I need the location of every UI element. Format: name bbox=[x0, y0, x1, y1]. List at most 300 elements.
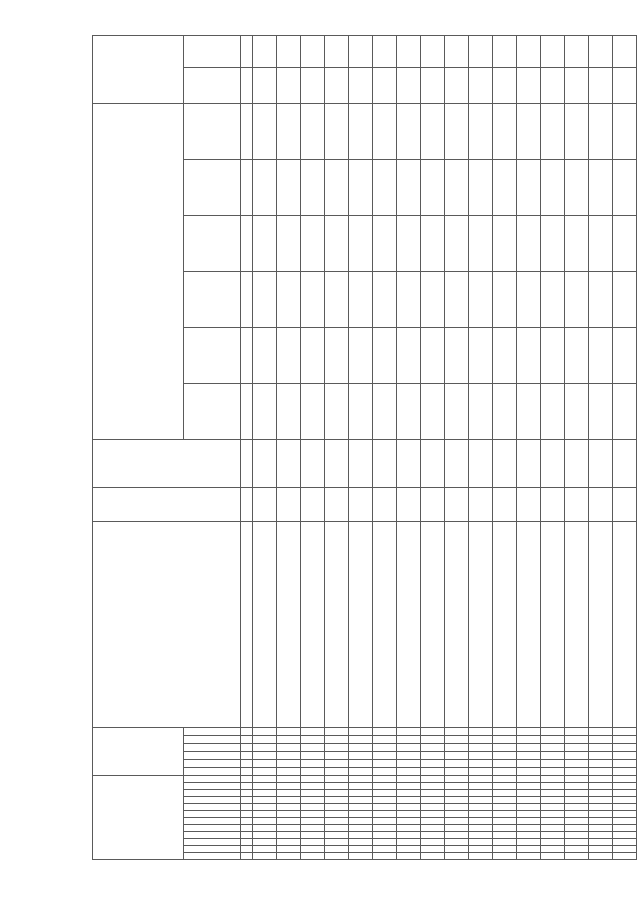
code-cell bbox=[253, 825, 277, 832]
activity-cell bbox=[613, 728, 637, 736]
year-value-cell bbox=[397, 328, 421, 384]
code-cell bbox=[445, 804, 469, 811]
completion-cell bbox=[541, 68, 565, 104]
year-value-cell bbox=[565, 384, 589, 440]
activity-cell bbox=[445, 768, 469, 776]
code-cell bbox=[349, 783, 373, 790]
code-cell bbox=[613, 811, 637, 818]
indicator-name-cell bbox=[541, 522, 565, 728]
activity-cell bbox=[421, 768, 445, 776]
code-cell bbox=[493, 839, 517, 846]
code-cell bbox=[301, 804, 325, 811]
activity-cell bbox=[613, 744, 637, 752]
year-value-cell bbox=[493, 160, 517, 216]
base-value-cell bbox=[445, 440, 469, 488]
base-value-cell bbox=[301, 440, 325, 488]
completion-cell bbox=[589, 36, 613, 68]
activity-cell bbox=[541, 752, 565, 760]
code-cell bbox=[613, 783, 637, 790]
year-value-cell bbox=[493, 328, 517, 384]
year-value-cell bbox=[397, 216, 421, 272]
activity-cell bbox=[301, 752, 325, 760]
table-row bbox=[421, 36, 445, 860]
code-cell bbox=[565, 853, 589, 860]
code-cell bbox=[517, 790, 541, 797]
subheader-code bbox=[184, 832, 241, 839]
activity-cell bbox=[541, 728, 565, 736]
year-value-cell bbox=[493, 104, 517, 160]
subheader-activity bbox=[184, 760, 241, 768]
subheader-activity bbox=[184, 736, 241, 744]
code-cell bbox=[397, 811, 421, 818]
code-cell bbox=[349, 797, 373, 804]
code-cell bbox=[325, 776, 349, 783]
code-cell bbox=[301, 783, 325, 790]
code-cell bbox=[253, 804, 277, 811]
indicator-name-cell bbox=[469, 522, 493, 728]
code-cell bbox=[373, 853, 397, 860]
table-row bbox=[373, 36, 397, 860]
code-cell bbox=[325, 839, 349, 846]
year-value-cell bbox=[517, 384, 541, 440]
indicator-name-cell bbox=[493, 522, 517, 728]
subheader-code bbox=[184, 818, 241, 825]
rotated-table-wrapper bbox=[92, 42, 592, 860]
code-cell bbox=[325, 804, 349, 811]
column-number bbox=[241, 832, 253, 839]
activity-cell bbox=[397, 736, 421, 744]
code-cell bbox=[565, 846, 589, 853]
activity-cell bbox=[541, 760, 565, 768]
activity-cell bbox=[493, 736, 517, 744]
column-number bbox=[241, 744, 253, 752]
base-value-cell bbox=[373, 440, 397, 488]
year-value-cell bbox=[373, 384, 397, 440]
year-value-cell bbox=[421, 104, 445, 160]
column-number bbox=[241, 384, 253, 440]
activity-cell bbox=[253, 768, 277, 776]
year-value-cell bbox=[301, 272, 325, 328]
code-cell bbox=[445, 839, 469, 846]
code-cell bbox=[325, 832, 349, 839]
activity-cell bbox=[325, 744, 349, 752]
code-cell bbox=[373, 790, 397, 797]
year-value-cell bbox=[589, 328, 613, 384]
year-value-cell bbox=[445, 272, 469, 328]
completion-cell bbox=[325, 68, 349, 104]
year-value-cell bbox=[349, 160, 373, 216]
activity-cell bbox=[397, 768, 421, 776]
year-value-cell bbox=[253, 160, 277, 216]
code-cell bbox=[277, 804, 301, 811]
base-value-cell bbox=[613, 440, 637, 488]
code-cell bbox=[373, 811, 397, 818]
subheader-code bbox=[184, 846, 241, 853]
column-number bbox=[241, 783, 253, 790]
subheader-code bbox=[184, 790, 241, 797]
year-value-cell bbox=[421, 328, 445, 384]
code-cell bbox=[445, 832, 469, 839]
code-cell bbox=[469, 804, 493, 811]
activity-cell bbox=[373, 768, 397, 776]
code-cell bbox=[349, 804, 373, 811]
activity-cell bbox=[469, 736, 493, 744]
activity-cell bbox=[589, 736, 613, 744]
completion-cell bbox=[325, 36, 349, 68]
column-number bbox=[241, 839, 253, 846]
year-value-cell bbox=[325, 384, 349, 440]
year-value-cell bbox=[541, 160, 565, 216]
year-value-cell bbox=[277, 328, 301, 384]
unit-cell bbox=[541, 488, 565, 522]
activity-cell bbox=[373, 728, 397, 736]
code-cell bbox=[517, 797, 541, 804]
code-cell bbox=[445, 783, 469, 790]
code-cell bbox=[421, 853, 445, 860]
code-cell bbox=[349, 825, 373, 832]
activity-cell bbox=[253, 728, 277, 736]
code-cell bbox=[493, 797, 517, 804]
code-cell bbox=[301, 846, 325, 853]
indicator-name-cell bbox=[373, 522, 397, 728]
code-cell bbox=[469, 783, 493, 790]
activity-cell bbox=[589, 752, 613, 760]
code-cell bbox=[445, 818, 469, 825]
base-value-cell bbox=[565, 440, 589, 488]
year-value-cell bbox=[253, 216, 277, 272]
year-value-cell bbox=[517, 216, 541, 272]
header-name bbox=[93, 522, 241, 728]
code-cell bbox=[301, 811, 325, 818]
code-cell bbox=[325, 846, 349, 853]
code-cell bbox=[349, 853, 373, 860]
year-value-cell bbox=[541, 216, 565, 272]
year-value-cell bbox=[277, 384, 301, 440]
code-cell bbox=[421, 818, 445, 825]
year-value-cell bbox=[613, 272, 637, 328]
activity-cell bbox=[301, 736, 325, 744]
code-cell bbox=[493, 853, 517, 860]
activity-cell bbox=[517, 728, 541, 736]
completion-cell bbox=[613, 68, 637, 104]
code-cell bbox=[325, 825, 349, 832]
code-cell bbox=[421, 790, 445, 797]
year-value-cell bbox=[541, 272, 565, 328]
code-cell bbox=[493, 825, 517, 832]
year-value-cell bbox=[421, 216, 445, 272]
table-row bbox=[397, 36, 421, 860]
code-cell bbox=[277, 839, 301, 846]
completion-cell bbox=[493, 68, 517, 104]
unit-cell bbox=[397, 488, 421, 522]
year-value-cell bbox=[469, 384, 493, 440]
table-row bbox=[445, 36, 469, 860]
unit-cell bbox=[421, 488, 445, 522]
code-cell bbox=[277, 818, 301, 825]
code-cell bbox=[589, 846, 613, 853]
completion-cell bbox=[469, 36, 493, 68]
code-cell bbox=[277, 825, 301, 832]
activity-cell bbox=[253, 752, 277, 760]
table-row bbox=[253, 36, 277, 860]
code-cell bbox=[325, 818, 349, 825]
code-cell bbox=[589, 853, 613, 860]
code-cell bbox=[301, 776, 325, 783]
code-cell bbox=[469, 832, 493, 839]
column-number bbox=[241, 104, 253, 160]
completion-cell bbox=[349, 68, 373, 104]
activity-cell bbox=[253, 744, 277, 752]
year-value-cell bbox=[373, 216, 397, 272]
header-unit bbox=[93, 488, 241, 522]
code-cell bbox=[397, 790, 421, 797]
completion-cell bbox=[565, 68, 589, 104]
column-number bbox=[241, 488, 253, 522]
year-value-cell bbox=[517, 328, 541, 384]
code-cell bbox=[469, 790, 493, 797]
code-cell bbox=[277, 853, 301, 860]
code-cell bbox=[373, 797, 397, 804]
activity-cell bbox=[253, 760, 277, 768]
activity-cell bbox=[565, 728, 589, 736]
code-cell bbox=[613, 776, 637, 783]
code-cell bbox=[517, 825, 541, 832]
year-value-cell bbox=[565, 104, 589, 160]
year-value-cell bbox=[373, 272, 397, 328]
code-cell bbox=[589, 776, 613, 783]
code-cell bbox=[253, 818, 277, 825]
indicator-name-cell bbox=[325, 522, 349, 728]
activity-cell bbox=[277, 752, 301, 760]
column-number bbox=[241, 68, 253, 104]
completion-cell bbox=[277, 36, 301, 68]
code-cell bbox=[613, 818, 637, 825]
activity-cell bbox=[349, 744, 373, 752]
code-cell bbox=[613, 825, 637, 832]
subheader-activity bbox=[184, 728, 241, 736]
year-value-cell bbox=[301, 104, 325, 160]
code-cell bbox=[421, 783, 445, 790]
code-cell bbox=[517, 832, 541, 839]
code-cell bbox=[565, 839, 589, 846]
activity-cell bbox=[445, 752, 469, 760]
code-cell bbox=[397, 797, 421, 804]
table-row bbox=[613, 36, 637, 860]
code-cell bbox=[565, 825, 589, 832]
year-value-cell bbox=[301, 160, 325, 216]
code-cell bbox=[541, 825, 565, 832]
year-value-cell bbox=[325, 104, 349, 160]
column-number bbox=[241, 440, 253, 488]
code-cell bbox=[517, 818, 541, 825]
year-value-cell bbox=[445, 384, 469, 440]
code-cell bbox=[541, 818, 565, 825]
code-cell bbox=[613, 846, 637, 853]
header-activity-code bbox=[93, 728, 184, 776]
code-cell bbox=[325, 790, 349, 797]
activity-cell bbox=[589, 744, 613, 752]
column-number bbox=[241, 760, 253, 768]
year-value-cell bbox=[565, 328, 589, 384]
code-cell bbox=[373, 783, 397, 790]
activity-cell bbox=[325, 752, 349, 760]
code-cell bbox=[277, 811, 301, 818]
code-cell bbox=[517, 776, 541, 783]
activity-cell bbox=[253, 736, 277, 744]
code-cell bbox=[253, 832, 277, 839]
year-value-cell bbox=[493, 384, 517, 440]
code-cell bbox=[541, 804, 565, 811]
completion-cell bbox=[517, 68, 541, 104]
completion-cell bbox=[589, 68, 613, 104]
code-cell bbox=[493, 818, 517, 825]
code-cell bbox=[421, 839, 445, 846]
table-row bbox=[301, 36, 325, 860]
activity-cell bbox=[469, 728, 493, 736]
header-base-value bbox=[93, 440, 241, 488]
code-cell bbox=[445, 790, 469, 797]
year-value-cell bbox=[445, 216, 469, 272]
activity-cell bbox=[277, 744, 301, 752]
base-value-cell bbox=[325, 440, 349, 488]
year-value-cell bbox=[349, 104, 373, 160]
code-cell bbox=[397, 839, 421, 846]
year-value-cell bbox=[325, 272, 349, 328]
year-value-cell bbox=[277, 216, 301, 272]
activity-cell bbox=[349, 760, 373, 768]
code-cell bbox=[325, 783, 349, 790]
base-value-cell bbox=[589, 440, 613, 488]
completion-cell bbox=[397, 68, 421, 104]
subheader-year bbox=[184, 272, 241, 328]
activity-cell bbox=[421, 744, 445, 752]
column-number bbox=[241, 811, 253, 818]
code-cell bbox=[373, 825, 397, 832]
activity-cell bbox=[421, 728, 445, 736]
subheader-year bbox=[184, 104, 241, 160]
code-cell bbox=[517, 839, 541, 846]
code-cell bbox=[445, 776, 469, 783]
column-number bbox=[241, 752, 253, 760]
year-value-cell bbox=[517, 104, 541, 160]
code-cell bbox=[349, 790, 373, 797]
indicator-name-cell bbox=[421, 522, 445, 728]
unit-cell bbox=[613, 488, 637, 522]
table-row bbox=[517, 36, 541, 860]
activity-cell bbox=[349, 768, 373, 776]
subheader-code bbox=[184, 811, 241, 818]
activity-cell bbox=[421, 752, 445, 760]
completion-cell bbox=[277, 68, 301, 104]
header-program-code bbox=[93, 776, 184, 860]
activity-cell bbox=[613, 760, 637, 768]
code-cell bbox=[541, 839, 565, 846]
code-cell bbox=[349, 839, 373, 846]
activity-cell bbox=[277, 728, 301, 736]
year-value-cell bbox=[421, 272, 445, 328]
year-value-cell bbox=[613, 384, 637, 440]
code-cell bbox=[589, 825, 613, 832]
code-cell bbox=[253, 783, 277, 790]
code-cell bbox=[397, 825, 421, 832]
completion-cell bbox=[421, 36, 445, 68]
table-row bbox=[589, 36, 613, 860]
table-row bbox=[541, 36, 565, 860]
year-value-cell bbox=[565, 160, 589, 216]
code-cell bbox=[517, 853, 541, 860]
year-value-cell bbox=[493, 272, 517, 328]
activity-cell bbox=[373, 744, 397, 752]
code-cell bbox=[493, 776, 517, 783]
code-cell bbox=[325, 797, 349, 804]
code-cell bbox=[349, 846, 373, 853]
completion-cell bbox=[373, 36, 397, 68]
column-number bbox=[241, 160, 253, 216]
code-cell bbox=[613, 797, 637, 804]
activity-cell bbox=[517, 760, 541, 768]
code-cell bbox=[565, 783, 589, 790]
activity-cell bbox=[397, 752, 421, 760]
year-value-cell bbox=[277, 160, 301, 216]
code-cell bbox=[373, 818, 397, 825]
year-value-cell bbox=[469, 328, 493, 384]
code-cell bbox=[469, 839, 493, 846]
activity-cell bbox=[517, 752, 541, 760]
year-value-cell bbox=[421, 160, 445, 216]
completion-cell bbox=[517, 36, 541, 68]
code-cell bbox=[301, 818, 325, 825]
activity-cell bbox=[493, 752, 517, 760]
completion-cell bbox=[421, 68, 445, 104]
subheader-code bbox=[184, 804, 241, 811]
activity-cell bbox=[325, 736, 349, 744]
column-number bbox=[241, 328, 253, 384]
code-cell bbox=[421, 825, 445, 832]
code-cell bbox=[565, 790, 589, 797]
subheader-code bbox=[184, 797, 241, 804]
code-cell bbox=[517, 783, 541, 790]
year-value-cell bbox=[613, 160, 637, 216]
subheader-activity bbox=[184, 744, 241, 752]
activity-cell bbox=[277, 768, 301, 776]
code-cell bbox=[373, 846, 397, 853]
subheader-activity bbox=[184, 752, 241, 760]
completion-cell bbox=[493, 36, 517, 68]
unit-cell bbox=[253, 488, 277, 522]
year-value-cell bbox=[589, 216, 613, 272]
code-cell bbox=[493, 811, 517, 818]
code-cell bbox=[469, 811, 493, 818]
code-cell bbox=[397, 783, 421, 790]
base-value-cell bbox=[397, 440, 421, 488]
completion-cell bbox=[445, 36, 469, 68]
column-number bbox=[241, 522, 253, 728]
code-cell bbox=[277, 832, 301, 839]
code-cell bbox=[613, 790, 637, 797]
code-cell bbox=[565, 811, 589, 818]
completion-cell bbox=[301, 36, 325, 68]
activity-cell bbox=[565, 760, 589, 768]
column-number bbox=[241, 804, 253, 811]
year-value-cell bbox=[253, 272, 277, 328]
year-value-cell bbox=[373, 104, 397, 160]
code-cell bbox=[565, 832, 589, 839]
table-row bbox=[565, 36, 589, 860]
code-cell bbox=[469, 797, 493, 804]
activity-cell bbox=[445, 728, 469, 736]
year-value-cell bbox=[589, 384, 613, 440]
subheader-year bbox=[184, 160, 241, 216]
